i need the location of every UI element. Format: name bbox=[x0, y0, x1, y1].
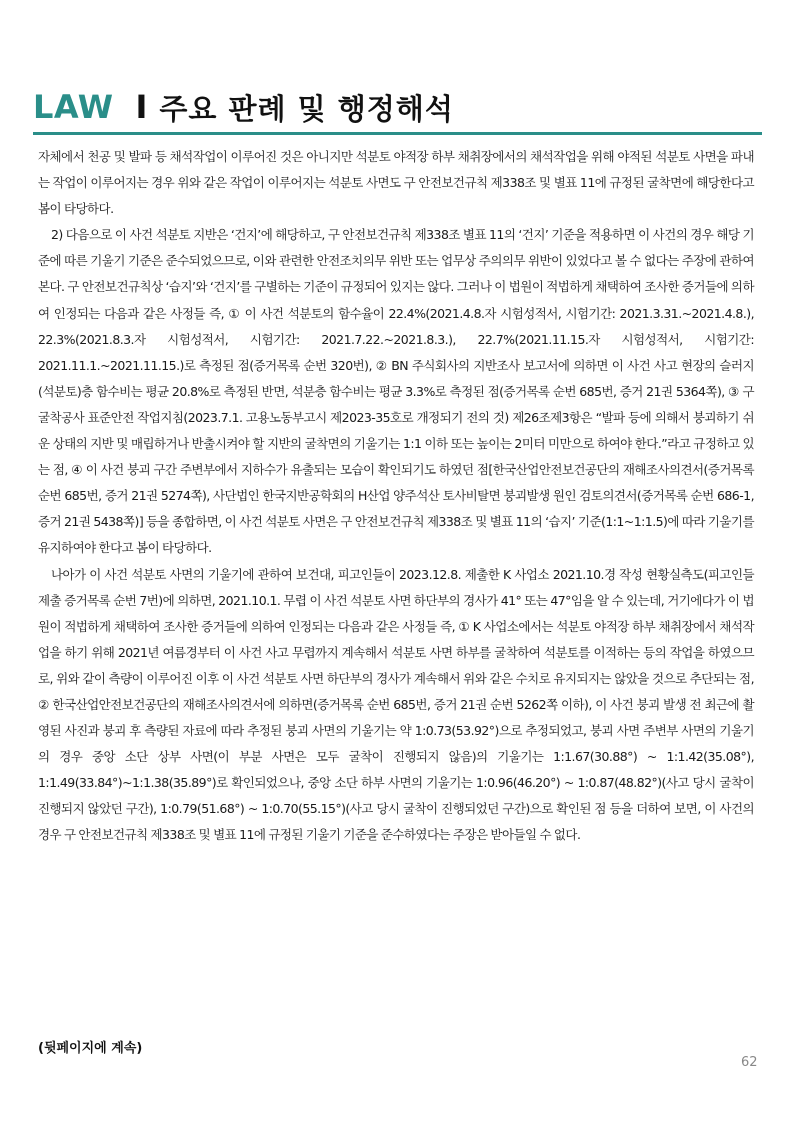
header-rule bbox=[33, 132, 762, 135]
page-title: 주요 판례 및 행정해석 bbox=[159, 91, 454, 126]
page-number: 62 bbox=[741, 1055, 758, 1070]
paragraph: 나아가 이 사건 석분토 사면의 기울기에 관하여 보건대, 피고인들이 2023.12.8. 제출한 K 사업소 2021.10.경 작성 현황실측도(피고인들 제출 증거목록 순번 7번)에 의하면, 2021.10.1. 무렵 이 사건 석분토 사면 하단부의 경사가 41° 또는 47°임을 알 수 있는데, 거기에다가 이 법원이 적법하게 채택하여 조사한 증거들에 의하여 인정되는 다음과 같은 사정들 즉, ① K 사업소에서는 석분토 야적장 하부 채취장에서 채석작업을 하기 위해 2021년 여름경부터 이 사건 사고 무렵까지 계속해서 석분토 사면 하부를 굴착하여 석분토를 이적하는 등의 작업을 하였으므로, 위와 같이 측량이 이루어진 이후 이 사건 석분토 사면 하단부의 경사가 계속해서 위와 같은 수치로 유지되지는 않았을 것으로 추단되는 점, ② 한국산업안전보건공단의 재해조사의견서에 의하면(증거목록 순번 685번, 증거 21권 순번 5262쪽 이하), 이 사건 붕괴 발생 전 최근에 촬영된 사진과 붕괴 후 측량된 자료에 따라 추정된 붕괴 사면의 기울기는 약 1:0.73(53.92°)으로 추정되었고, 붕괴 사면 주변부 사면의 기울기의 경우 중앙 소단 상부 사면(이 부분 사면은 모두 굴착이 진행되지 않음)의 기울기는 1:1.67(30.88°) ~ 1:1.42(35.08°), 1:1.49(33.84°)~1:1.38(35.89°)로 확인되었으나, 중앙 소단 하부 사면의 기울기는 1:0.96(46.20°) ~ 1:0.87(48.82°)(사고 당시 굴착이 진행되지 않았던 구간), 1:0.79(51.68°) ~ 1:0.70(55.15°)(사고 당시 굴착이 진행되었던 구간)으로 확인된 점 등을 더하여 보면, 이 사건의 경우 구 안전보건규칙 제338조 및 별표 11에 규정된 기울기 기준을 준수하였다는 주장은 받아들일 수 없다. bbox=[38, 566, 754, 843]
paragraph: 자체에서 천공 및 발파 등 채석작업이 이루어진 것은 아니지만 석분토 야적장 하부 채취장에서의 채석작업을 위해 야적된 석분토 사면을 파내는 작업이 이루어지는 경우 위와 같은 작업이 이루어지는 석분토 사면도 구 안전보건규칙 제338조 및 별표 11에 규정된 굴착면에 해당한다고 봄이 타당하다. bbox=[38, 149, 754, 217]
section-label: LAW bbox=[33, 88, 114, 126]
header-divider: I bbox=[135, 88, 148, 126]
continued-note: (뒷페이지에 계속) bbox=[38, 1041, 143, 1056]
document-body bbox=[38, 144, 754, 849]
paragraph: 2) 다음으로 이 사건 석분토 지반은 ‘건지’에 해당하고, 구 안전보건규칙 제338조 별표 11의 ‘건지’ 기준을 적용하면 이 사건의 경우 해당 기준에 따른 기울기 기준은 준수되었으므로, 이와 관련한 안전조치의무 위반 또는 업무상 주의의무 위반이 있었다고 볼 수 없다는 주장에 관하여 본다. 구 안전보건규칙상 ‘습지’와 ‘건지’를 구별하는 기준이 규정되어 있지는 않다. 그러나 이 법원이 적법하게 채택하여 조사한 증거들에 의하여 인정되는 다음과 같은 사정들 즉, ① 이 사건 석분토의 함수율이 22.4%(2021.4.8.자 시험성적서, 시험기간: 2021.3.31.~2021.4.8.), 22.3%(2021.8.3.자 시험성적서, 시험기간: 2021.7.22.~2021.8.3.), 22.7%(2021.11.15.자 시험성적서, 시험기간: 2021.11.1.~2021.11.15.)로 측정된 점(증거목록 순번 320번), ② BN 주식회사의 지반조사 보고서에 의하면 이 사건 사고 현장의 슬러지(석분토)층 함수비는 평균 20.8%로 측정된 반면, 석분층 함수비는 평균 3.3%로 측정된 점(증거목록 순번 685번, 증거 21권 5364쪽), ③ 구 굴착공사 표준안전 작업지침(2023.7.1. 고용노동부고시 제2023-35호로 개정되기 전의 것) 제26조제3항은 “발파 등에 의해서 붕괴하기 쉬운 상태의 지반 및 매립하거나 반출시켜야 할 지반의 굴착면의 기울기는 1:1 이하 또는 높이는 2미터 미만으로 하여야 한다.”라고 규정하고 있는 점, ④ 이 사건 붕괴 구간 주변부에서 지하수가 유출되는 모습이 확인되기도 하였던 점[한국산업안전보건공단의 재해조사의견서(증거목록 순번 685번, 증거 21권 5274쪽), 사단법인 한국지반공학회의 H산업 양주석산 토사비탈면 붕괴발생 원인 검토의견서(증거목록 순번 686-1, 증거 21권 5438쪽)] 등을 종합하면, 이 사건 석분토 사면은 구 안전보건규칙 제338조 및 별표 11의 ‘습지’ 기준(1:1~1:1.5)에 따라 기울기를 유지하여야 한다고 봄이 타당하다. bbox=[38, 227, 754, 556]
page-header bbox=[33, 85, 454, 129]
